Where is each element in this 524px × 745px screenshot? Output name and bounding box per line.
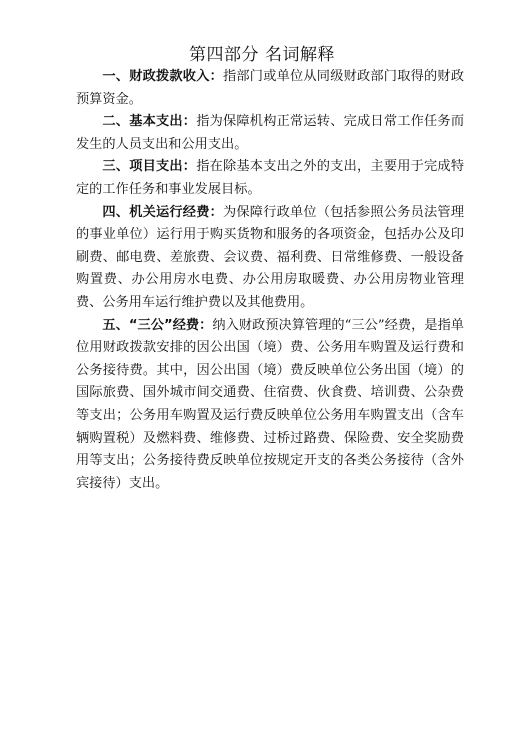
term-definition: 指在除基本支出之外的支出，主要用于完成特定的工作任务和事业发展目标。 [76, 159, 465, 197]
definition-paragraph-4 [76, 202, 464, 315]
term-definition: 指为保障机构正常运转、完成日常工作任务而发生的人员支出和公用支出。 [76, 114, 465, 152]
term-heading: 四、机关运行经费： [102, 204, 223, 220]
document-body [76, 66, 464, 495]
definition-paragraph-5 [76, 315, 464, 496]
term-heading: 三、项目支出： [102, 159, 197, 175]
term-definition: 指部门或单位从同级财政部门取得的财政预算资金。 [76, 69, 465, 107]
term-heading: 一、财政拨款收入： [102, 69, 223, 84]
page-title: 第四部分 名词解释 [189, 45, 335, 65]
term-heading: 五、“三公”经费： [102, 317, 213, 333]
definition-paragraph-1 [76, 66, 464, 111]
definition-paragraph-3 [76, 156, 464, 201]
term-definition: 纳入财政预决算管理的“三公”经费，是指单位用财政拨款安排的因公出国（境）费、公务用车购置及运行费和公务接待费。其中，因公出国（境）费反映单位公务出国（境）的国际旅费、国外城市间交通费、住宿费、伙食费、培训费、公杂费等支出；公务用车购置及运行费反映单位公务用车购置支出（含车辆购置税）及燃料费、维修费、过桥过路费、保险费、安全奖励费用等支出；公务接待费反映单位按规定开支的各类公务接待（含外宾接待）支出。 [76, 317, 464, 491]
definition-paragraph-2 [76, 111, 464, 156]
term-heading: 二、基本支出： [102, 114, 197, 130]
term-definition: 为保障行政单位（包括参照公务员法管理的事业单位）运行用于购买货物和服务的各项资金，包括办公及印刷费、邮电费、差旅费、会议费、福利费、日常维修费、一般设备购置费、办公用房水电费、办公用房取暖费、办公用房物业管理费、公务用车运行维护费以及其他费用。 [76, 204, 465, 310]
